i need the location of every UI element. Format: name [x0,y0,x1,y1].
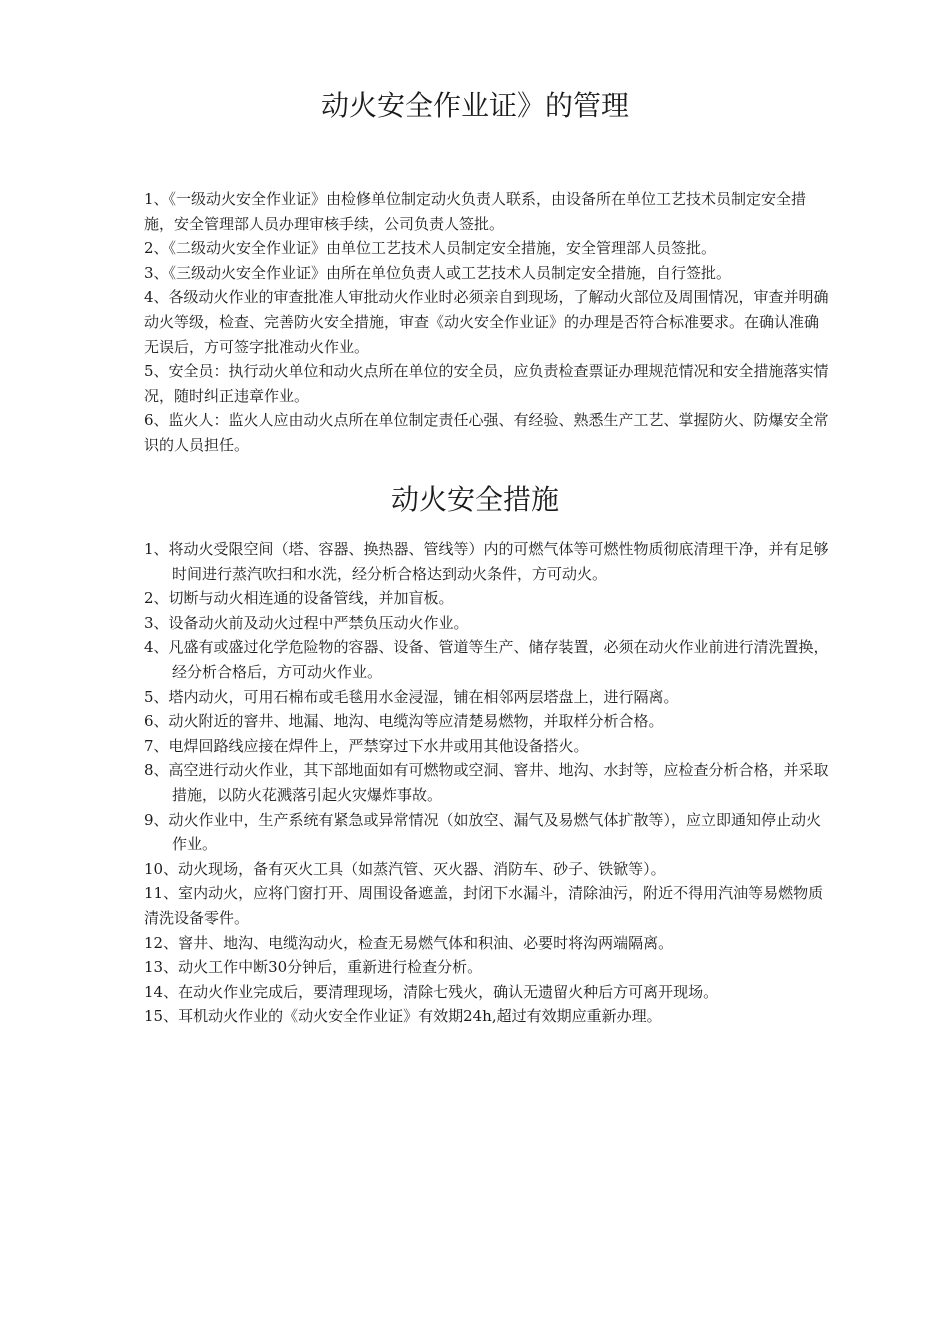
section-title-permit-management: 动火安全作业证》的管理 [320,89,629,122]
list-item: 4、凡盛有或盛过化学危险物的容器、设备、管道等生产、储存装置，必须在动火作业前进行清洗置换，经分析合格后，方可动火作业。 [144,638,829,681]
list-item: 2、切断与动火相连通的设备管线，并加盲板。 [144,589,454,608]
list-item: 5、塔内动火，可用石棉布或毛毯用水金浸湿，铺在相邻两层塔盘上，进行隔离。 [144,687,679,706]
list-item: 15、耳机动火作业的《动火安全作业证》有效期24h,超过有效期应重新办理。 [144,1007,662,1026]
list-item: 10、动火现场，备有灭火工具（如蒸汽管、灭火器、消防车、砂子、铁锨等）。 [144,859,666,878]
list-item: 9、动火作业中，生产系统有紧急或异常情况（如放空、漏气及易燃气体扩散等），应立即通知停止动火作业。 [144,810,822,854]
list-item: 7、电焊回路线应接在焊件上，严禁穿过下水井或用其他设备搭火。 [144,736,589,755]
list-item: 8、高空进行动火作业，其下部地面如有可燃物或空洞、窨井、地沟、水封等，应检查分析合格，并采取措施，以防火花溅落引起火灾爆炸事故。 [144,761,829,804]
list-item: 3、设备动火前及动火过程中严禁负压动火作业。 [144,613,469,632]
permit-management-list [144,187,829,458]
list-item: 6、动火附近的窨井、地漏、地沟、电缆沟等应清楚易燃物，并取样分析合格。 [144,712,664,731]
list-item: 1、将动火受限空间（塔、容器、换热器、管线等）内的可燃气体等可燃性物质彻底清理干净，并有足够时间进行蒸汽吹扫和水洗，经分析合格达到动火条件，方可动火。 [144,540,829,583]
list-item: 13、动火工作中断30分钟后，重新进行检查分析。 [144,958,483,977]
list-item: 2、《二级动火安全作业证》由单位工艺技术人员制定安全措施，安全管理部人员签批。 [144,239,717,258]
list-item: 5、安全员：执行动火单位和动火点所在单位的安全员，应负责检查票证办理规范情况和安全措施落实情况，随时纠正违章作业。 [144,362,829,405]
list-item: 4、各级动火作业的审查批准人审批动火作业时必须亲自到现场，了解动火部位及周围情况，审查并明确动火等级，检查、完善防火安全措施，审查《动火安全作业证》的办理是否符合标准要求。在确认准确无误后，方可签字批准动火作业。 [144,288,829,356]
safety-measures-list [144,537,829,1029]
list-item: 14、在动火作业完成后，要清理现场，清除七残火，确认无遗留火种后方可离开现场。 [144,982,719,1001]
list-item: 11、室内动火，应将门窗打开、周围设备遮盖，封闭下水漏斗，清除油污，附近不得用汽油等易燃物质清洗设备零件。 [144,884,824,927]
list-item: 3、《三级动火安全作业证》由所在单位负责人或工艺技术人员制定安全措施，自行签批。 [144,263,732,282]
list-item: 1、《一级动火安全作业证》由检修单位制定动火负责人联系，由设备所在单位工艺技术员制定安全措施，安全管理部人员办理审核手续，公司负责人签批。 [144,190,807,233]
list-item: 12、窨井、地沟、电缆沟动火，检查无易燃气体和积油、必要时将沟两端隔离。 [144,933,674,952]
section-title-safety-measures: 动火安全措施 [390,483,559,516]
list-item: 6、监火人：监火人应由动火点所在单位制定责任心强、有经验、熟悉生产工艺、掌握防火、防爆安全常识的人员担任。 [144,411,829,454]
